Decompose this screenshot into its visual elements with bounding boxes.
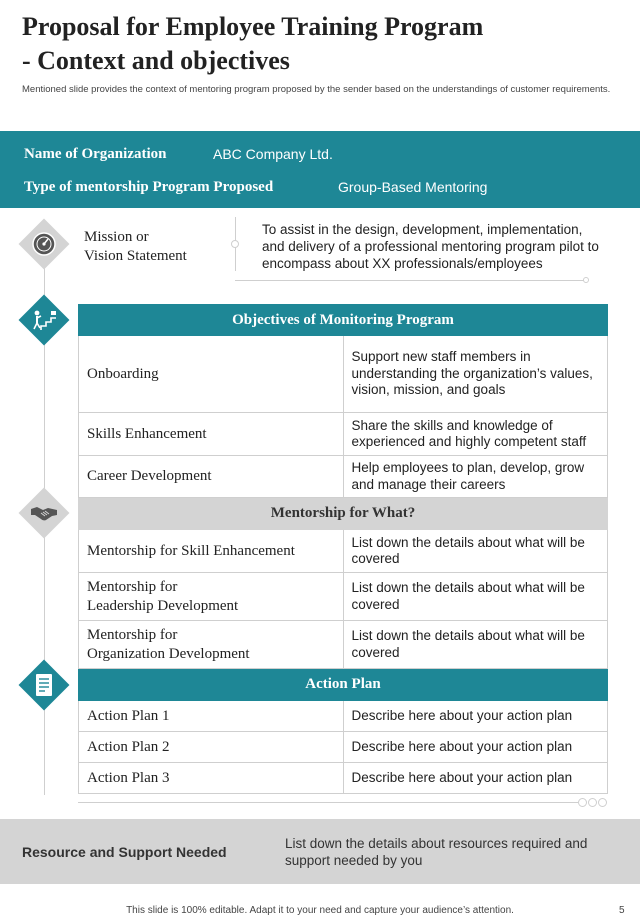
page-title-line2: - Context and objectives bbox=[22, 46, 290, 75]
mission-text: To assist in the design, development, implementation, and delivery of a professional mentoring program pilot to encompass about XX professionals/employees bbox=[262, 222, 599, 271]
action-plan-name: Action Plan 3 bbox=[79, 763, 344, 794]
action-plan-name: Action Plan 2 bbox=[79, 732, 344, 763]
table-row bbox=[79, 621, 608, 669]
org-name-row bbox=[24, 144, 333, 164]
mentorship-header: Mentorship for What? bbox=[79, 498, 608, 530]
page-number: 5 bbox=[619, 905, 625, 916]
end-dot bbox=[578, 798, 587, 807]
objective-name: Career Development bbox=[79, 456, 344, 498]
mentorship-name-line2: Leadership Development bbox=[87, 597, 239, 614]
action-plan-name: Action Plan 1 bbox=[79, 701, 344, 732]
objectives-header-row bbox=[79, 305, 608, 336]
table-end-line bbox=[78, 802, 578, 803]
organization-band bbox=[0, 131, 640, 208]
objective-desc: Support new staff members in understanding the organization’s values, vision, mission, and goals bbox=[343, 336, 608, 413]
objective-desc: Share the skills and knowledge of experienced and highly competent staff bbox=[343, 413, 608, 456]
mentorship-name-line1: Mentorship for bbox=[87, 578, 178, 595]
action-plan-desc: Describe here about your action plan bbox=[343, 701, 608, 732]
objectives-header: Objectives of Monitoring Program bbox=[79, 305, 608, 336]
mission-label-line1: Mission or bbox=[84, 229, 149, 245]
table-row bbox=[79, 336, 608, 413]
table-row bbox=[79, 530, 608, 573]
org-type-row bbox=[24, 177, 488, 197]
table-row bbox=[79, 701, 608, 732]
resource-label: Resource and Support Needed bbox=[22, 844, 227, 860]
footer-note: This slide is 100% editable. Adapt it to your need and capture your audience’s attention. bbox=[126, 905, 514, 916]
action-plan-header-row bbox=[79, 669, 608, 701]
action-plan-header: Action Plan bbox=[79, 669, 608, 701]
mentorship-header-row bbox=[79, 498, 608, 530]
handshake-icon bbox=[26, 495, 62, 531]
page-title bbox=[22, 10, 622, 78]
objective-name: Onboarding bbox=[79, 336, 344, 413]
mentorship-name bbox=[79, 530, 344, 573]
target-dial-icon bbox=[26, 226, 62, 262]
program-table bbox=[78, 304, 608, 794]
mentorship-name bbox=[79, 573, 344, 621]
page-subtitle: Mentioned slide provides the context of mentoring program proposed by the sender based on the understandings of customer requirements. bbox=[22, 84, 611, 95]
org-type-label: Type of mentorship Program Proposed bbox=[24, 178, 274, 195]
objective-name: Skills Enhancement bbox=[79, 413, 344, 456]
mentorship-desc: List down the details about what will be covered bbox=[343, 573, 608, 621]
table-row bbox=[79, 456, 608, 498]
mission-divider-dot bbox=[231, 240, 239, 248]
mentorship-name bbox=[79, 621, 344, 669]
org-name-label: Name of Organization bbox=[24, 145, 167, 162]
resource-text: List down the details about resources required and support needed by you bbox=[285, 836, 588, 868]
mentorship-name-line2: Organization Development bbox=[87, 645, 250, 662]
objective-desc: Help employees to plan, develop, grow and manage their careers bbox=[343, 456, 608, 498]
mentorship-desc: List down the details about what will be covered bbox=[343, 530, 608, 573]
table-row bbox=[79, 732, 608, 763]
action-plan-desc: Describe here about your action plan bbox=[343, 763, 608, 794]
mentorship-desc: List down the details about what will be covered bbox=[343, 621, 608, 669]
org-name-value: ABC Company Ltd. bbox=[213, 146, 333, 162]
mission-underline bbox=[235, 280, 585, 281]
mentorship-name-line1: Mentorship for bbox=[87, 626, 178, 643]
person-climbing-stairs-icon bbox=[26, 302, 62, 338]
mission-label bbox=[84, 228, 187, 266]
mission-label-line2: Vision Statement bbox=[84, 248, 187, 264]
mentorship-name-line1: Mentorship for Skill Enhancement bbox=[87, 542, 295, 559]
mission-underline-end bbox=[583, 277, 589, 283]
org-type-value: Group-Based Mentoring bbox=[338, 179, 488, 195]
end-dot bbox=[598, 798, 607, 807]
table-row bbox=[79, 573, 608, 621]
table-end-dots bbox=[578, 798, 607, 807]
action-plan-desc: Describe here about your action plan bbox=[343, 732, 608, 763]
checklist-document-icon bbox=[26, 667, 62, 703]
end-dot bbox=[588, 798, 597, 807]
page-title-line1: Proposal for Employee Training Program bbox=[22, 12, 484, 41]
table-row bbox=[79, 763, 608, 794]
table-row bbox=[79, 413, 608, 456]
